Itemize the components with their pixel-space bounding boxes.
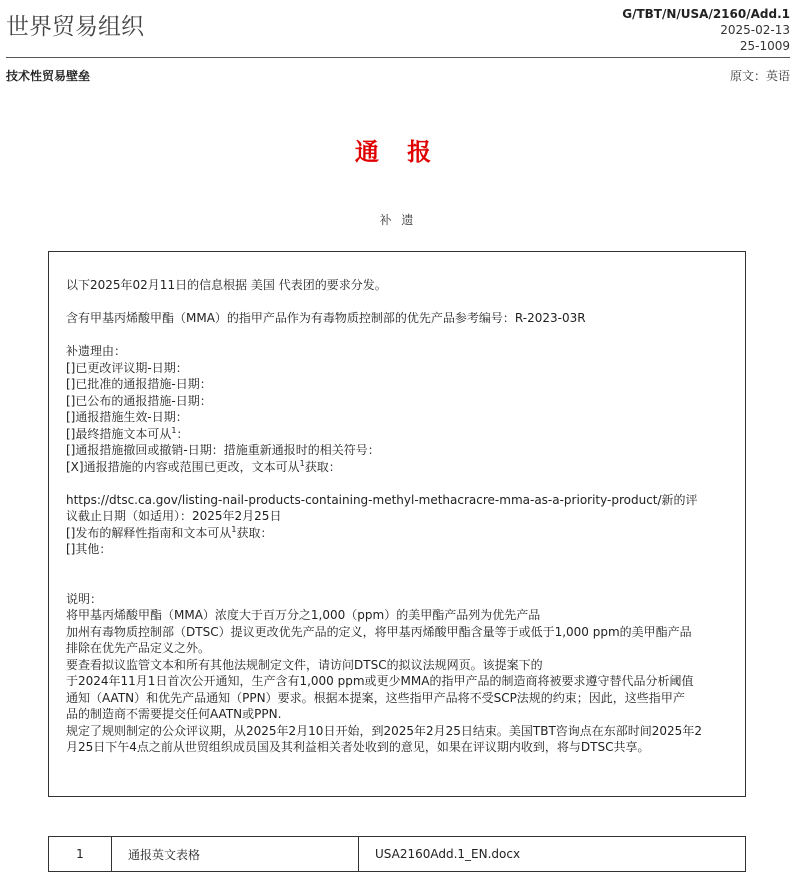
document-reference xyxy=(622,6,790,54)
header-divider xyxy=(6,57,790,58)
attachment-description: 通报英文表格 xyxy=(112,837,359,872)
org-title: 世界贸易组织 xyxy=(6,14,144,40)
description-line: 加州有毒物质控制部（DTSC）提议更改优先产品的定义，将甲基丙烯酸甲酯含量等于或低于1,000 ppm的美甲酯产品 xyxy=(66,624,692,639)
table-row xyxy=(49,837,746,872)
description-line: 品的制造商不需要提交任何AATN或PPN. xyxy=(66,707,282,721)
doc-number: 25-1009 xyxy=(739,39,790,53)
notice-title: 通 报 xyxy=(354,138,442,166)
attachment-number: 1 xyxy=(49,837,112,872)
description-line: 排除在优先产品定义之外。 xyxy=(66,641,211,655)
comment-deadline-line: 议截止日期（如适用）：2025年2月25日 xyxy=(66,509,282,523)
reason-content-changed: [X]通报措施的内容或范围已更改，文本可从$^1$获取： xyxy=(66,458,341,474)
source-url-line: https://dtsc.ca.gov/listing-nail-products-containing-methyl-methacracre-mma-as-a-priority-product/新的评 xyxy=(66,492,698,507)
reason-comment-period: []已更改评议期-日期： xyxy=(66,360,188,375)
reason-effective: []通报措施生效-日期： xyxy=(66,410,188,424)
doc-code: G/TBT/N/USA/2160/Add.1 xyxy=(622,7,790,21)
description-line: 要查看拟议监管文本和所有其他法规制定文件，请访问DTSC的拟议法规网页。该提案下的 xyxy=(66,657,543,672)
reason-heading: 补遗理由： xyxy=(66,344,127,358)
product-line: 含有甲基丙烯酸甲酯（MMA）的指甲产品作为有毒物质控制部的优先产品参考编号：R-2023-03R xyxy=(66,311,586,325)
description-line: 将甲基丙烯酸甲酯（MMA）浓度大于百万分之1,000（ppm）的美甲酯产品列为优先产品 xyxy=(66,608,541,622)
reason-approved: []已批准的通报措施-日期： xyxy=(66,377,212,391)
original-language: 原文：英语 xyxy=(729,69,790,83)
attachment-file-link[interactable]: USA2160Add.1_EN.docx xyxy=(359,837,746,872)
intro-line: 以下2025年02月11日的信息根据 美国 代表团的要求分发。 xyxy=(66,278,387,292)
reason-other: []其他： xyxy=(66,542,112,556)
description-heading: 说明： xyxy=(66,591,103,606)
notification-content-box xyxy=(48,251,746,797)
description-line: 月25日下午4点之前从世贸组织成员国及其利益相关者处收到的意见，如果在评议期内收到，将与DTSC共享。 xyxy=(66,740,650,754)
description-line: 规定了规则制定的公众评议期，从2025年2月10日开始，到2025年2月25日结束。美国TBT咨询点在东部时间2025年2 xyxy=(66,723,702,738)
doc-date: 2025-02-13 xyxy=(720,23,790,37)
description-line: 通知（AATN）和优先产品通知（PPN）要求。根据本提案，这些指甲产品将不受SCP法规的约束；因此，这些指甲产 xyxy=(66,690,685,705)
reason-published: []已公布的通报措施-日期： xyxy=(66,393,212,408)
description-line: 于2024年11月1日首次公开通知，生产含有1,000 ppm或更少MMA的指甲产品的制造商将被要求遵守替代品分析阈值 xyxy=(66,674,694,688)
reason-final-text: []最终措施文本可从$^1$： xyxy=(66,425,189,441)
reason-guidance: []发布的解释性指南和文本可从$^1$获取： xyxy=(66,524,273,540)
attachments-table xyxy=(48,836,746,872)
reason-withdrawn: []通报措施撤回或撤销-日期：措施重新通报时的相关符号： xyxy=(66,443,380,457)
committee-name: 技术性贸易壁垒 xyxy=(6,69,91,83)
addendum-subtitle: 补 遗 xyxy=(379,213,417,227)
